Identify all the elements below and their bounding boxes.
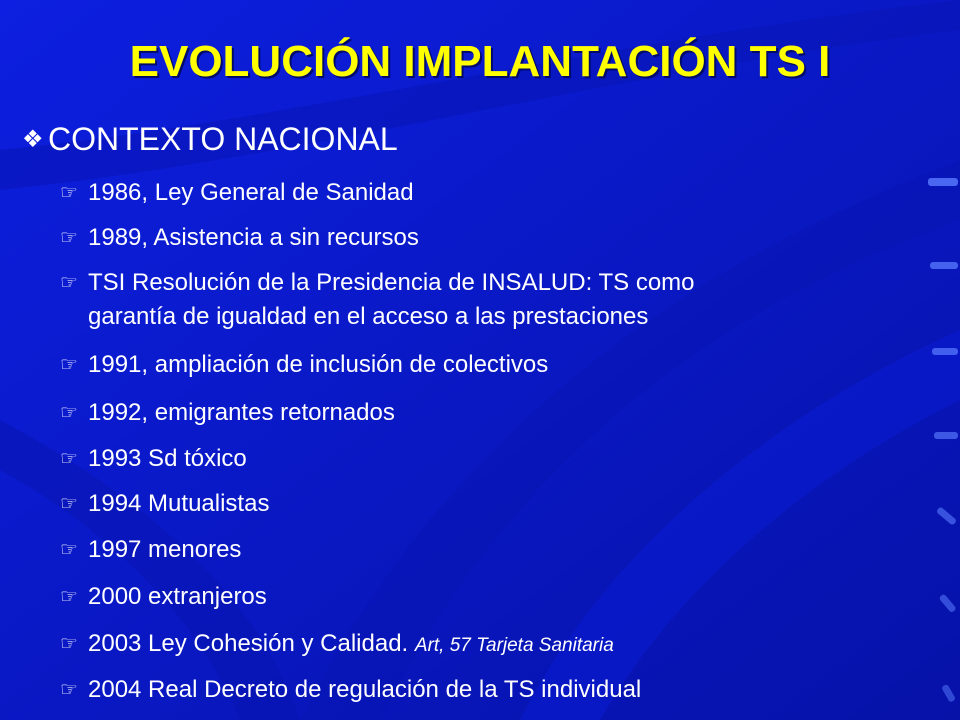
- list-item: [60, 396, 395, 430]
- section-label: CONTEXTO NACIONAL: [48, 121, 398, 157]
- list-item: [60, 627, 614, 663]
- list-item: [60, 487, 269, 521]
- list-item: [60, 533, 241, 567]
- section-heading: [22, 118, 398, 161]
- list-item: [60, 348, 548, 382]
- list-item-text: 1986, Ley General de Sanidad: [88, 179, 414, 206]
- list-item-text: 1997 menores: [88, 536, 242, 563]
- list-item-text: 1993 Sd tóxico: [88, 445, 247, 472]
- list-item-text-continued: garantía de igualdad en el acceso a las prestaciones: [88, 303, 649, 330]
- list-item-main: 2003 Ley Cohesión y Calidad.: [88, 630, 415, 657]
- diamond-bullet-icon: ❖: [22, 126, 44, 153]
- list-item-text: 1991, ampliación de inclusión de colectivos: [88, 351, 549, 378]
- list-item-note: Art, 57 Tarjeta Sanitaria: [414, 635, 614, 656]
- list-item: [60, 673, 641, 707]
- list-item-text: 1992, emigrantes retornados: [88, 399, 395, 426]
- list-item-text: TSI Resolución de la Presidencia de INSALUD: TS como: [88, 269, 695, 296]
- pointing-hand-icon: ☞: [60, 272, 78, 294]
- list-item: [60, 442, 247, 476]
- list-item-text: 1994 Mutualistas: [88, 490, 270, 517]
- pointing-hand-icon: ☞: [60, 586, 78, 608]
- list-item-text: 1989, Asistencia a sin recursos: [88, 224, 419, 251]
- slide-title: EVOLUCIÓN IMPLANTACIÓN TS I: [129, 37, 831, 86]
- list-item: [60, 176, 414, 210]
- list-item: [60, 266, 695, 334]
- list-item: [60, 580, 267, 614]
- pointing-hand-icon: ☞: [60, 448, 78, 470]
- list-item-text: [60, 627, 614, 663]
- list-item-text: 2004 Real Decreto de regulación de la TS individual: [88, 676, 642, 703]
- pointing-hand-icon: ☞: [60, 679, 78, 701]
- list-item: [60, 221, 419, 255]
- pointing-hand-icon: ☞: [60, 493, 78, 515]
- list-item-text: 2000 extranjeros: [88, 583, 267, 610]
- pointing-hand-icon: ☞: [60, 182, 78, 204]
- pointing-hand-icon: ☞: [60, 354, 78, 376]
- pointing-hand-icon: ☞: [60, 539, 78, 561]
- pointing-hand-icon: ☞: [60, 227, 78, 249]
- pointing-hand-icon: ☞: [60, 402, 78, 424]
- pointing-hand-icon: ☞: [60, 633, 78, 655]
